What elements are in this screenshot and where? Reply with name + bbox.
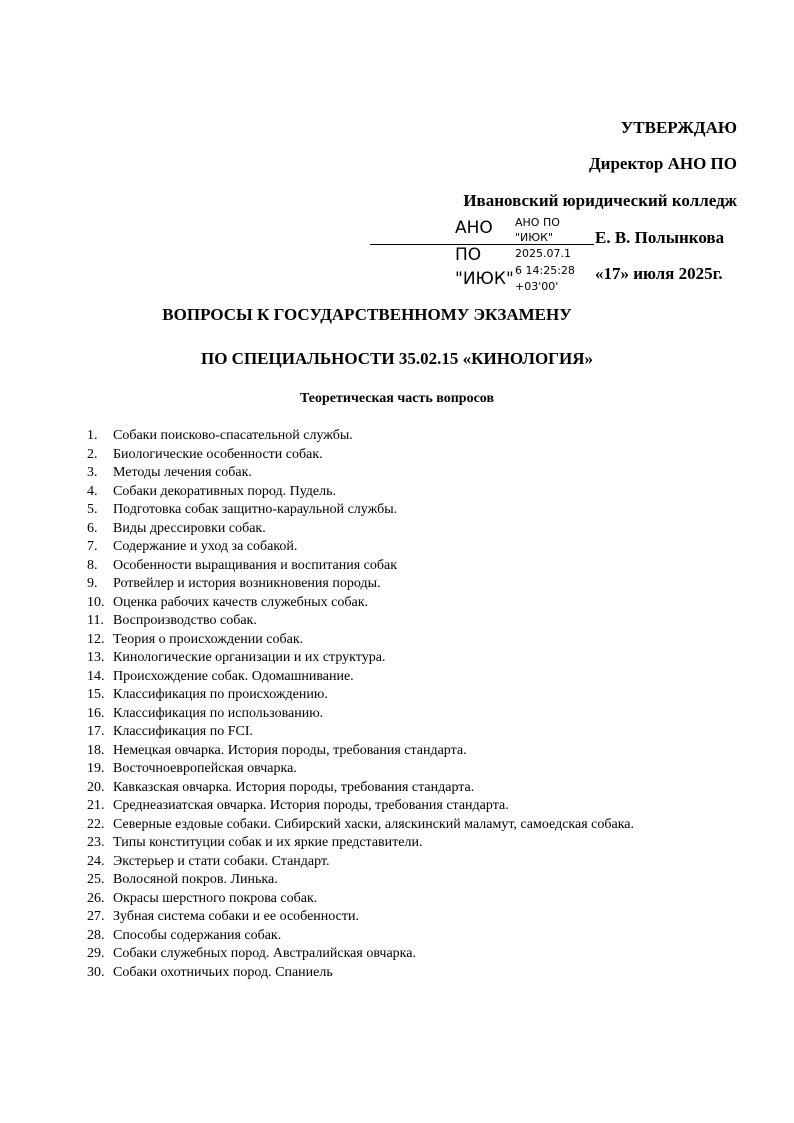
question-item (87, 797, 634, 816)
question-number: 9. (87, 576, 98, 591)
question-number: 17. (87, 724, 105, 739)
question-item (87, 649, 634, 668)
question-item (87, 927, 634, 946)
question-item (87, 705, 634, 724)
question-item (87, 871, 634, 890)
question-text: Среднеазиатская овчарка. История породы, требования стандарта. (113, 798, 509, 813)
question-text: Восточноевропейская овчарка. (113, 761, 297, 776)
question-item (87, 612, 634, 631)
question-item (87, 483, 634, 502)
question-item (87, 779, 634, 798)
question-item (87, 427, 634, 446)
question-item (87, 520, 634, 539)
question-item (87, 945, 634, 964)
question-text: Собаки декоративных пород. Пудель. (113, 483, 337, 499)
question-number: 2. (87, 446, 98, 462)
question-number: 14. (87, 668, 105, 684)
question-text: Собаки поисково-спасательной службы. (113, 428, 353, 443)
document-subtitle: ПО СПЕЦИАЛЬНОСТИ 35.02.15 «КИНОЛОГИЯ» (200, 349, 593, 368)
question-number: 28. (87, 927, 105, 943)
question-number: 5. (87, 502, 98, 517)
question-text: Собаки служебных пород. Австралийская овчарка. (113, 946, 416, 961)
question-item (87, 631, 634, 650)
question-text: Способы содержания собак. (113, 927, 282, 943)
question-item (87, 575, 634, 594)
question-text: Экстерьер и стати собаки. Стандарт. (113, 853, 330, 869)
question-text: Типы конституции собак и их яркие представители. (113, 835, 423, 850)
question-number: 24. (87, 853, 105, 869)
question-number: 13. (87, 650, 105, 665)
question-number: 10. (87, 594, 105, 610)
question-item (87, 557, 634, 576)
question-number: 16. (87, 705, 105, 721)
question-number: 1. (87, 428, 98, 443)
question-text: Немецкая овчарка. История породы, требования стандарта. (113, 742, 467, 758)
section-title: Теоретическая часть вопросов (299, 391, 495, 406)
question-text: Биологические особенности собак. (113, 446, 323, 462)
question-text: Кавказская овчарка. История породы, требования стандарта. (113, 779, 475, 795)
question-item (87, 853, 634, 872)
question-text: Кинологические организации и их структура. (113, 650, 386, 665)
question-item (87, 446, 634, 465)
approval-director-position: Директор АНО ПО (588, 154, 737, 173)
question-text: Классификация по FCI. (113, 724, 254, 739)
question-text: Теория о происхождении собак. (113, 631, 304, 647)
question-item (87, 816, 634, 835)
question-text: Содержание и уход за собакой. (113, 539, 298, 554)
approval-director-name: Е. В. Полынкова (595, 228, 725, 247)
question-item (87, 742, 634, 761)
question-number: 4. (87, 483, 98, 499)
signature-detail-line: +03'00' (515, 280, 559, 293)
question-number: 19. (87, 761, 105, 776)
question-item (87, 464, 634, 483)
question-text: Особенности выращивания и воспитания собак (113, 557, 398, 573)
signature-detail-line: АНО ПО (515, 216, 560, 229)
question-number: 8. (87, 557, 98, 573)
question-item (87, 723, 634, 742)
question-number: 20. (87, 779, 105, 795)
signature-stamp-line: АНО (455, 218, 493, 238)
question-item (87, 686, 634, 705)
question-number: 7. (87, 539, 98, 554)
question-number: 29. (87, 946, 105, 961)
question-number: 12. (87, 631, 105, 647)
question-list (87, 427, 634, 982)
question-text: Северные ездовые собаки. Сибирский хаски, аляскинский маламут, самоедская собака. (113, 816, 635, 832)
question-number: 15. (87, 687, 105, 702)
question-item (87, 964, 634, 983)
document-title: ВОПРОСЫ К ГОСУДАРСТВЕННОМУ ЭКЗАМЕНУ (162, 305, 572, 324)
question-text: Зубная система собаки и ее особенности. (113, 909, 359, 924)
question-text: Классификация по происхождению. (113, 687, 328, 702)
question-text: Происхождение собак. Одомашнивание. (113, 668, 354, 684)
question-number: 27. (87, 909, 105, 924)
question-number: 25. (87, 872, 105, 887)
question-item (87, 668, 634, 687)
question-item (87, 890, 634, 909)
question-text: Ротвейлер и история возникновения породы. (113, 576, 381, 591)
question-text: Оценка рабочих качеств служебных собак. (113, 594, 369, 610)
question-number: 22. (87, 816, 105, 832)
question-text: Собаки охотничьих пород. Спаниель (113, 964, 333, 980)
question-number: 6. (87, 520, 98, 536)
question-number: 3. (87, 465, 98, 480)
approval-date: «17» июля 2025г. (595, 264, 723, 283)
question-text: Окрасы шерстного покрова собак. (113, 890, 318, 906)
question-number: 30. (87, 964, 105, 980)
question-item (87, 908, 634, 927)
question-text: Методы лечения собак. (113, 465, 252, 480)
signature-stamp-line: ПО (455, 245, 482, 265)
approval-organization: Ивановский юридический колледж (463, 191, 737, 210)
question-item (87, 834, 634, 853)
question-item (87, 760, 634, 779)
question-item (87, 594, 634, 613)
question-number: 18. (87, 742, 105, 758)
signature-detail-line: "ИЮК" (515, 231, 554, 244)
signature-stamp-line: "ИЮК" (455, 269, 514, 289)
signature-detail-line: 2025.07.1 (515, 247, 571, 260)
question-text: Волосяной покров. Линька. (113, 872, 278, 887)
question-item (87, 538, 634, 557)
signature-detail-line: 6 14:25:28 (515, 264, 575, 277)
question-number: 11. (87, 613, 104, 628)
signature-line (370, 244, 594, 245)
question-number: 26. (87, 890, 105, 906)
question-number: 21. (87, 798, 105, 813)
question-text: Воспроизводство собак. (113, 613, 257, 628)
question-text: Подготовка собак защитно-караульной службы. (113, 502, 398, 517)
question-item (87, 501, 634, 520)
approval-title: УТВЕРЖДАЮ (620, 118, 737, 137)
question-text: Виды дрессировки собак. (113, 520, 266, 536)
question-text: Классификация по использованию. (113, 705, 324, 721)
question-number: 23. (87, 835, 105, 850)
